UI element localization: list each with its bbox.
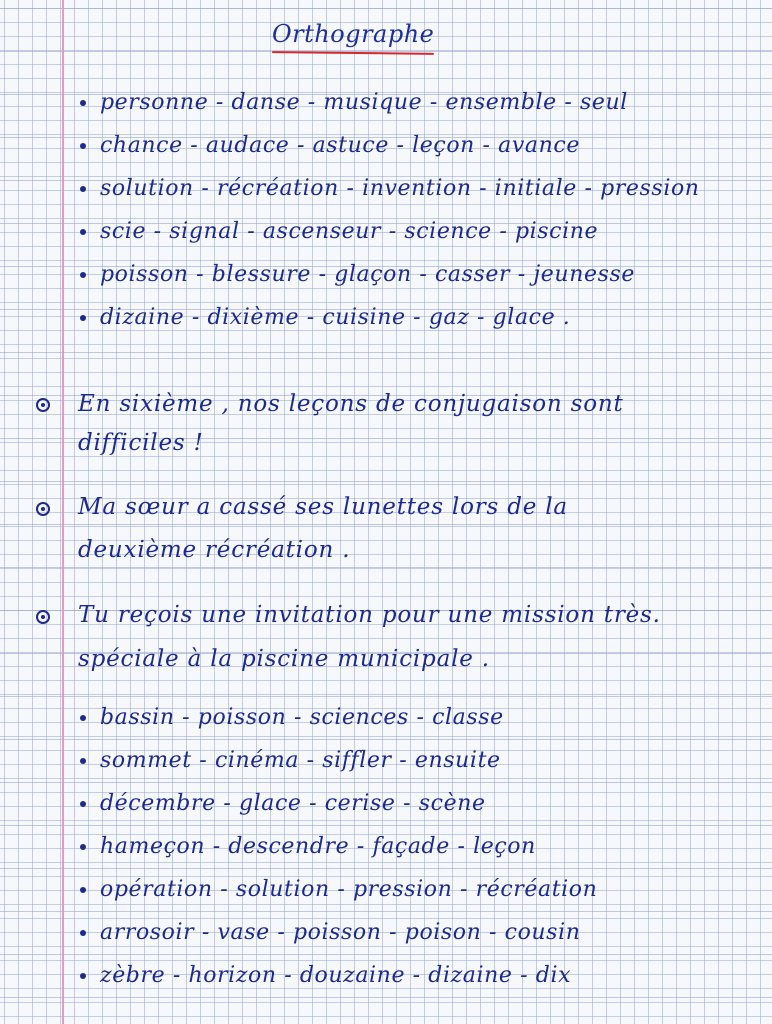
- list-item: [80, 260, 635, 290]
- margin-line: [62, 0, 64, 1024]
- list-item: [80, 131, 580, 161]
- list-item-text: solution - récréation - invention - initiale - pression: [100, 176, 700, 201]
- list-item: [80, 703, 504, 733]
- bullet-icon: [80, 186, 86, 192]
- bullet-icon: [80, 143, 86, 149]
- title-underline: [272, 51, 434, 55]
- sentence-line: deuxième récréation .: [78, 537, 351, 563]
- list-item: [80, 746, 501, 776]
- bullet-icon: [80, 973, 86, 979]
- list-item-text: hameçon - descendre - façade - leçon: [100, 834, 536, 859]
- bullet-icon: [80, 887, 86, 893]
- list-item: [80, 174, 700, 204]
- list-item: [80, 303, 570, 333]
- list-item-text: zèbre - horizon - douzaine - dizaine - dix: [100, 963, 572, 988]
- sentence-line: En sixième , nos leçons de conjugaison sont: [78, 391, 624, 417]
- bullet-icon: [80, 229, 86, 235]
- list-item-text: bassin - poisson - sciences - classe: [100, 705, 504, 730]
- list-item: [80, 961, 571, 991]
- sentence-line: difficiles !: [78, 430, 204, 456]
- list-item: [80, 88, 628, 118]
- circle-bullet-icon: [36, 398, 50, 412]
- list-item-text: dizaine - dixième - cuisine - gaz - glace .: [100, 305, 571, 330]
- list-item-text: décembre - glace - cerise - scène: [100, 791, 486, 816]
- list-item: [80, 918, 580, 948]
- bullet-icon: [80, 715, 86, 721]
- circle-bullet-icon: [36, 610, 50, 624]
- circle-bullet-icon: [36, 502, 50, 516]
- bullet-icon: [80, 801, 86, 807]
- list-item-text: chance - audace - astuce - leçon - avance: [100, 133, 580, 158]
- list-item-text: arrosoir - vase - poisson - poison - cousin: [100, 920, 581, 945]
- bullet-icon: [80, 930, 86, 936]
- list-item: [80, 832, 536, 862]
- sentence-line: spéciale à la piscine municipale .: [78, 646, 490, 672]
- list-item-text: personne - danse - musique - ensemble - seul: [100, 90, 628, 115]
- list-item-text: scie - signal - ascenseur - science - piscine: [100, 219, 599, 244]
- list-item: [80, 789, 486, 819]
- list-item-text: poisson - blessure - glaçon - casser - jeunesse: [100, 262, 635, 287]
- bullet-icon: [80, 272, 86, 278]
- list-item-text: opération - solution - pression - récréation: [100, 877, 598, 902]
- page-title: Orthographe: [272, 20, 435, 48]
- bullet-icon: [80, 100, 86, 106]
- list-item: [80, 217, 598, 247]
- sentence-line: Ma sœur a cassé ses lunettes lors de la: [78, 494, 568, 520]
- bullet-icon: [80, 758, 86, 764]
- list-item: [80, 875, 597, 905]
- list-item-text: sommet - cinéma - siffler - ensuite: [100, 748, 501, 773]
- sentence-line: Tu reçois une invitation pour une mission très.: [78, 602, 661, 628]
- bullet-icon: [80, 315, 86, 321]
- bullet-icon: [80, 844, 86, 850]
